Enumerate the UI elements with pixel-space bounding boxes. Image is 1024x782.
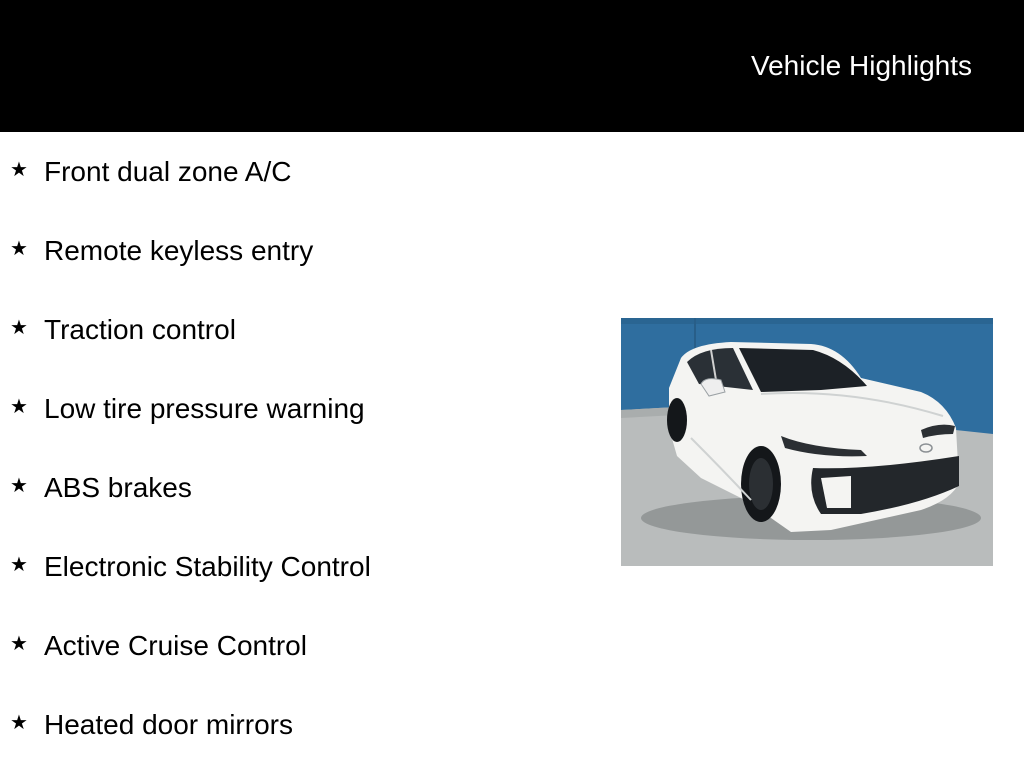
- feature-item: [10, 545, 371, 624]
- star-icon: ★: [10, 554, 28, 576]
- feature-item: [10, 466, 371, 545]
- page-title: Vehicle Highlights: [750, 50, 972, 81]
- feature-list: [10, 150, 371, 782]
- rear-wheel: [667, 398, 687, 442]
- feature-item: [10, 624, 371, 703]
- header-bar: [0, 0, 1024, 132]
- feature-item: [10, 229, 371, 308]
- feature-label: Remote keyless entry: [44, 235, 314, 266]
- feature-item: [10, 308, 371, 387]
- star-icon: ★: [10, 396, 28, 418]
- feature-label: Electronic Stability Control: [44, 551, 371, 582]
- feature-label: Traction control: [44, 314, 236, 345]
- star-icon: ★: [10, 475, 28, 497]
- feature-label: ABS brakes: [44, 472, 192, 503]
- feature-item: [10, 703, 371, 782]
- star-icon: ★: [10, 317, 28, 339]
- star-icon: ★: [10, 633, 28, 655]
- feature-label: Front dual zone A/C: [44, 156, 292, 187]
- feature-item: [10, 387, 371, 466]
- feature-label: Heated door mirrors: [44, 709, 293, 740]
- star-icon: ★: [10, 238, 28, 260]
- vehicle-photo: [621, 318, 993, 566]
- star-icon: ★: [10, 712, 28, 734]
- feature-label: Low tire pressure warning: [44, 393, 365, 424]
- feature-item: [10, 150, 371, 229]
- star-icon: ★: [10, 159, 28, 181]
- feature-label: Active Cruise Control: [44, 630, 307, 661]
